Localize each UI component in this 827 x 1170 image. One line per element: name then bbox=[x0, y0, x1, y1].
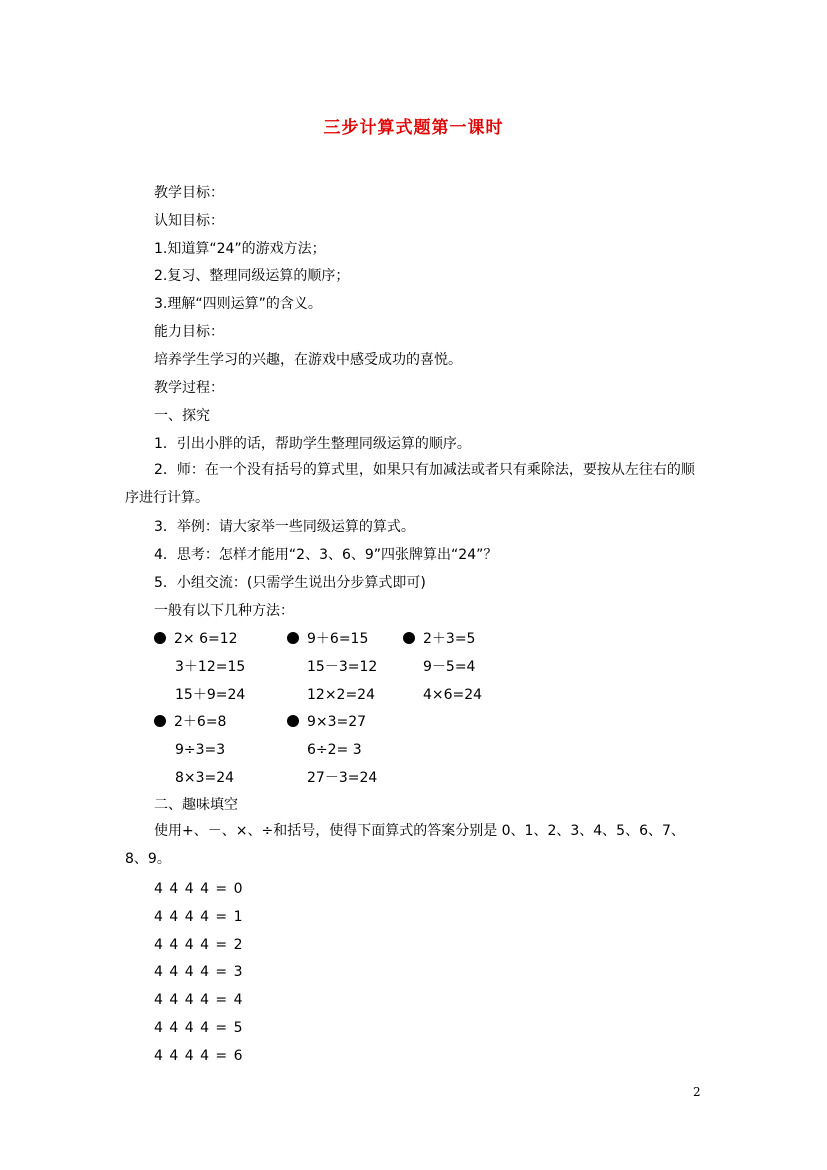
text-line: 能力目标： bbox=[154, 324, 224, 340]
method-step: 2＋6=8 bbox=[174, 714, 227, 730]
text-line: 1.知道算“24”的游戏方法； bbox=[154, 241, 326, 257]
method-step: 4×6=24 bbox=[423, 687, 483, 703]
section-heading: 二、趣味填空 bbox=[154, 797, 238, 813]
equation: 4 4 4 4 = 3 bbox=[154, 964, 244, 980]
text-line: 1．引出小胖的话，帮助学生整理同级运算的顺序。 bbox=[154, 436, 471, 452]
equation: 4 4 4 4 = 6 bbox=[154, 1048, 244, 1064]
text-line: 培养学生学习的兴趣，在游戏中感受成功的喜悦。 bbox=[154, 352, 462, 368]
method-step: 9×3=27 bbox=[307, 714, 367, 730]
method-step: 9＋6=15 bbox=[307, 631, 369, 647]
method-step: 3＋12=15 bbox=[175, 659, 246, 675]
method-step: 2× 6=12 bbox=[174, 631, 238, 647]
text-line: 2.复习、整理同级运算的顺序； bbox=[154, 268, 350, 284]
text-line: 一般有以下几种方法： bbox=[154, 603, 294, 619]
text-line: 4．思考：怎样才能用“2、3、6、9”四张牌算出“24”？ bbox=[154, 547, 498, 563]
method-step: 15－3=12 bbox=[307, 659, 378, 675]
fill-in-instructions: 使用+、－、×、÷和括号，使得下面算式的答案分别是 0、1、2、3、4、5、6、7、8、9。 bbox=[125, 823, 685, 867]
method-block bbox=[287, 629, 377, 705]
method-step: 27－3=24 bbox=[307, 770, 378, 786]
bullet-icon bbox=[403, 632, 415, 644]
method-step: 2＋3=5 bbox=[423, 631, 476, 647]
page-number: 2 bbox=[693, 1085, 701, 1099]
method-step: 8×3=24 bbox=[175, 770, 235, 786]
bullet-icon bbox=[154, 632, 166, 644]
text-line: 教学目标： bbox=[154, 185, 224, 201]
teacher-paragraph: 2．师：在一个没有括号的算式里，如果只有加减法或者只有乘除法，要按从左往右的顺序进行计算。 bbox=[125, 462, 695, 506]
method-block bbox=[403, 629, 482, 705]
method-step: 9－5=4 bbox=[423, 659, 476, 675]
section-heading: 一、探究 bbox=[154, 408, 210, 424]
method-step: 9÷3=3 bbox=[175, 742, 226, 758]
equation: 4 4 4 4 = 1 bbox=[154, 909, 244, 925]
text-line: 3.理解“四则运算”的含义。 bbox=[154, 296, 322, 312]
equation: 4 4 4 4 = 5 bbox=[154, 1020, 244, 1036]
page-title: 三步计算式题第一课时 bbox=[323, 118, 504, 138]
method-step: 6÷2= 3 bbox=[307, 742, 362, 758]
equation: 4 4 4 4 = 2 bbox=[154, 937, 244, 953]
equation: 4 4 4 4 = 0 bbox=[154, 881, 244, 897]
method-step: 15＋9=24 bbox=[175, 687, 246, 703]
bullet-icon bbox=[154, 715, 166, 727]
equation: 4 4 4 4 = 4 bbox=[154, 992, 244, 1008]
text-line: 认知目标： bbox=[154, 213, 224, 229]
bullet-icon bbox=[287, 715, 299, 727]
method-block bbox=[154, 712, 234, 788]
bullet-icon bbox=[287, 632, 299, 644]
text-line: 5．小组交流：(只需学生说出分步算式即可) bbox=[154, 575, 426, 591]
method-block bbox=[154, 629, 245, 705]
method-block bbox=[287, 712, 377, 788]
method-step: 12×2=24 bbox=[307, 687, 375, 703]
text-line: 3．举例：请大家举一些同级运算的算式。 bbox=[154, 519, 415, 535]
text-line: 教学过程： bbox=[154, 380, 224, 396]
